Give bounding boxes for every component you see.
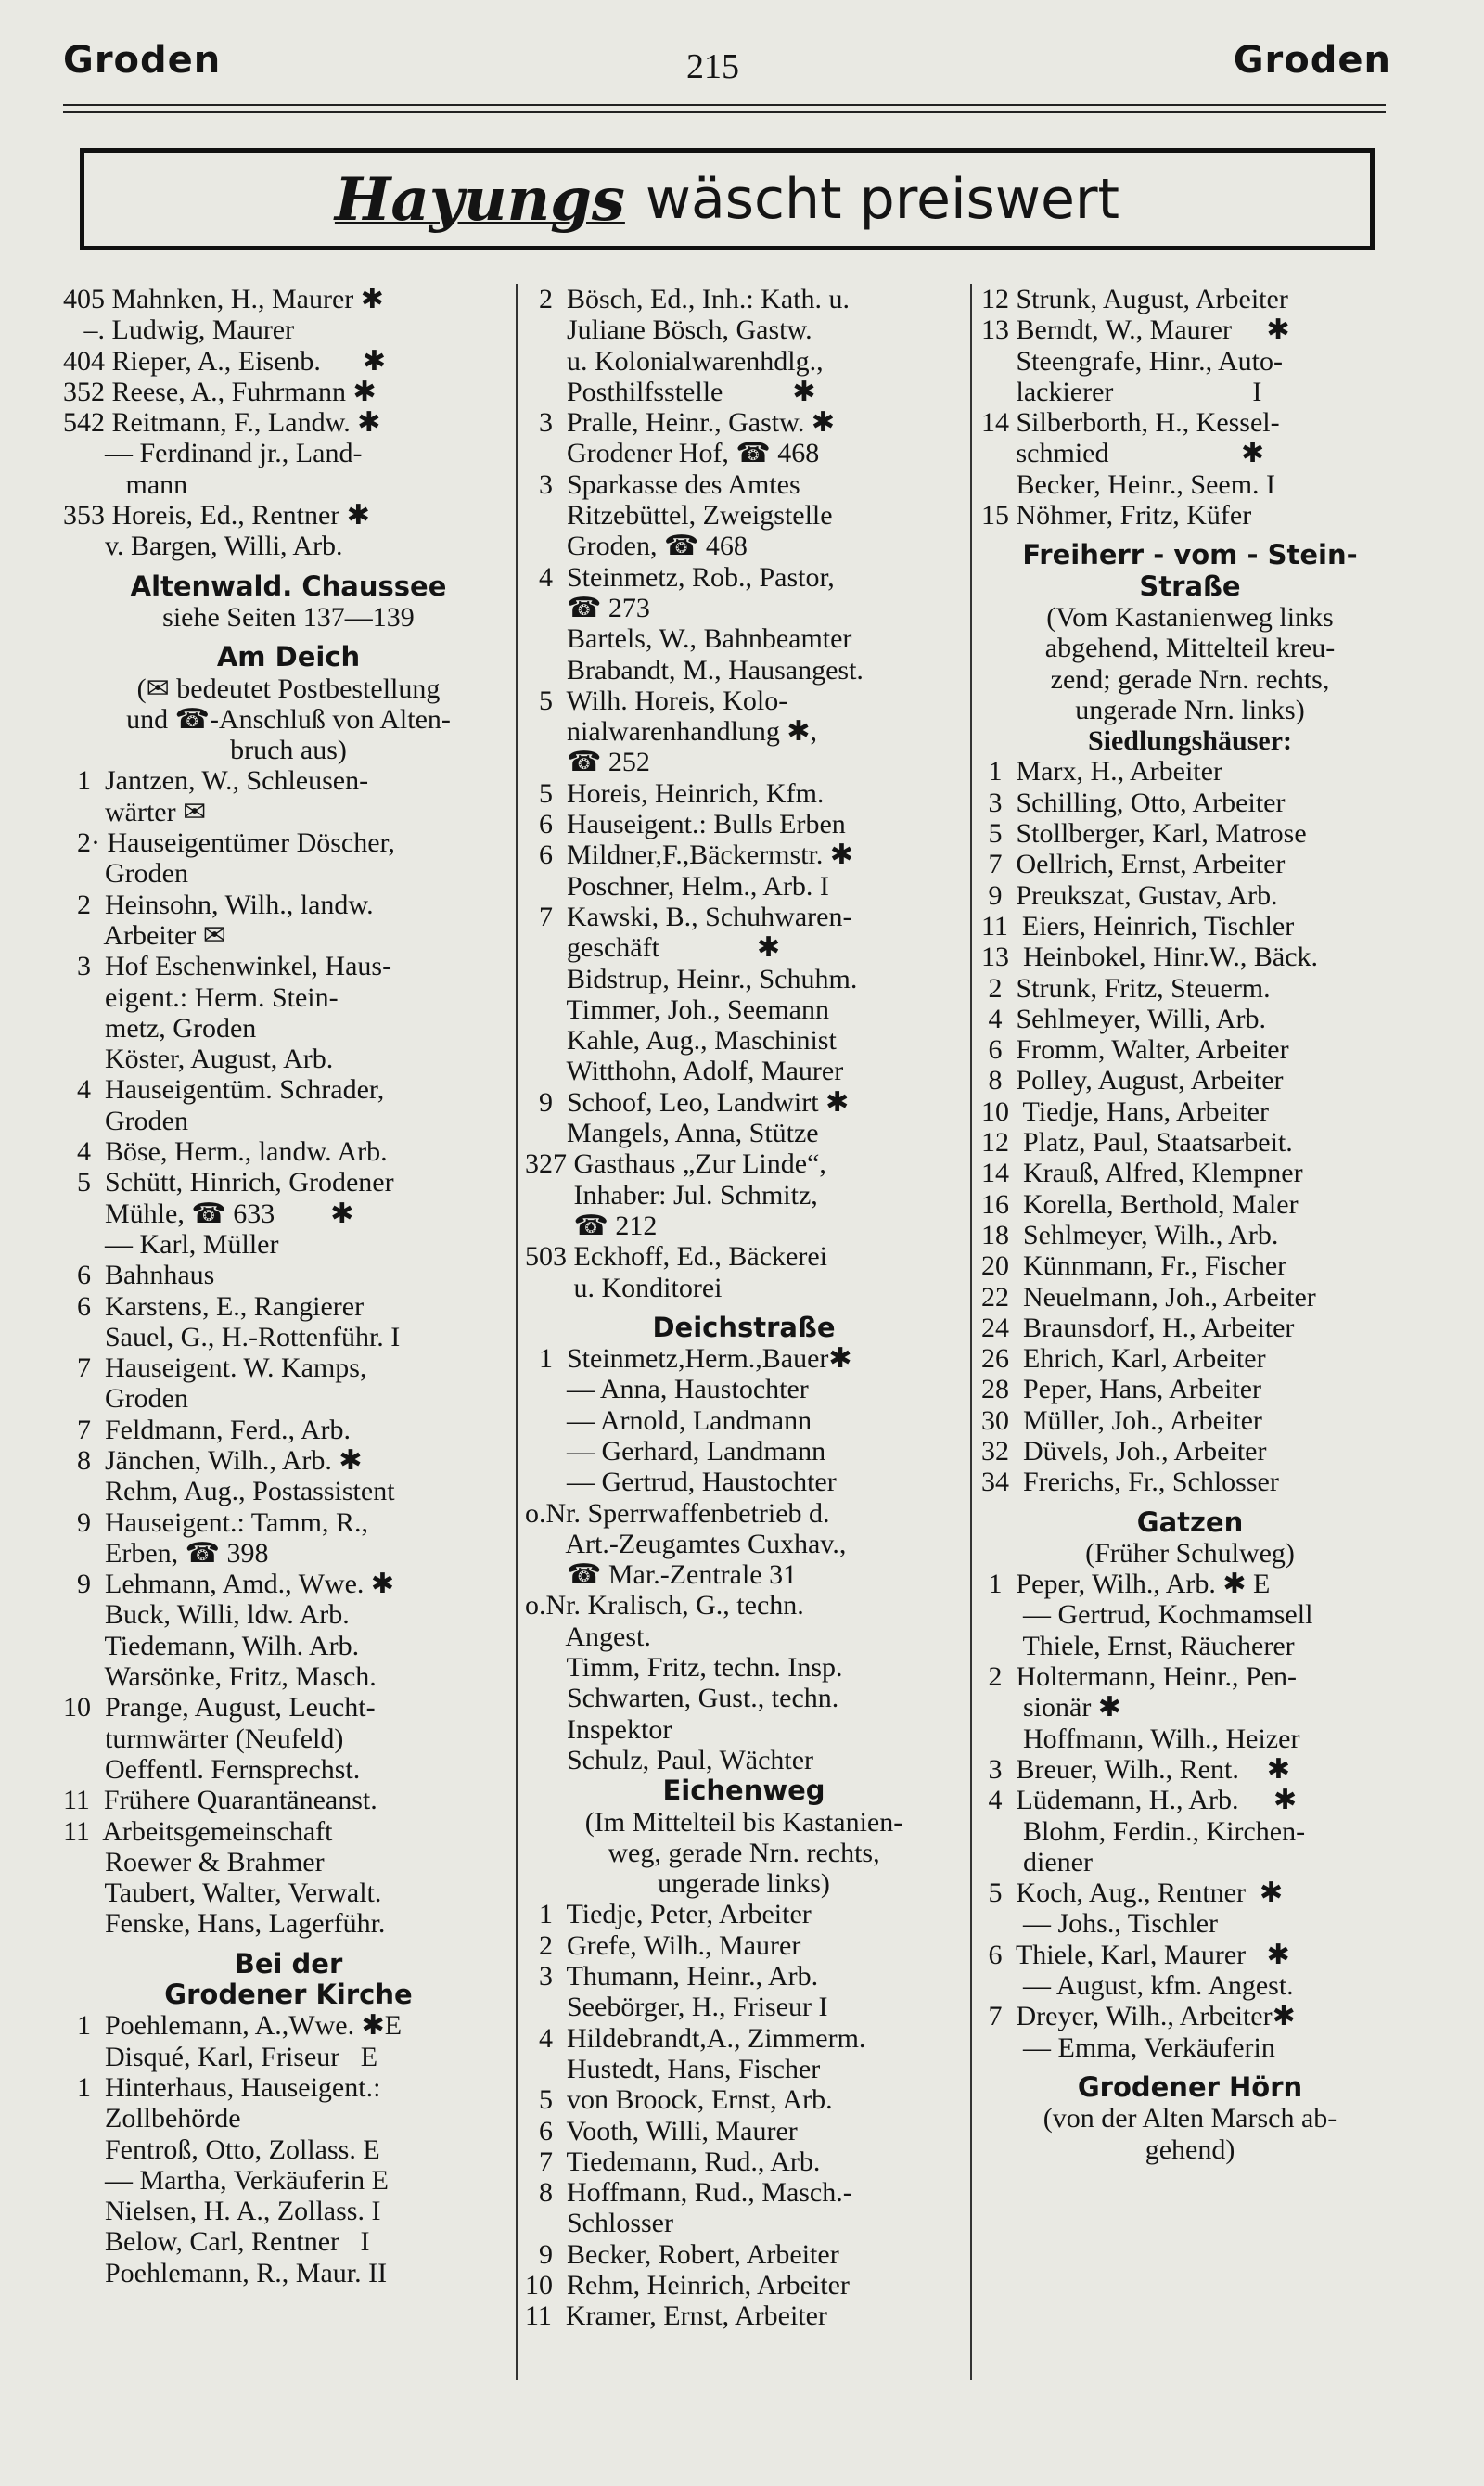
header-rule-bottom <box>63 111 1386 113</box>
directory-entry: — Gertrud, Kochmamsell <box>981 1599 1313 1631</box>
directory-entry: 3 Pralle, Heinr., Gastw. ✱ <box>525 407 835 439</box>
directory-entry: 2 Heinsohn, Wilh., landw. <box>63 889 374 920</box>
directory-entry: 10 Rehm, Heinrich, Arbeiter <box>525 2270 850 2300</box>
directory-entry: v. Bargen, Willi, Arb. <box>63 531 343 562</box>
street-heading: Grodener Hörn <box>1077 2071 1303 2103</box>
street-note: bruch aus) <box>230 735 347 766</box>
directory-entry: 353 Horeis, Ed., Rentner ✱ <box>63 500 370 532</box>
directory-entry: 11 Arbeitsgemeinschaft <box>63 1815 333 1847</box>
directory-entry: 18 Sehlmeyer, Wilh., Arb. <box>981 1219 1279 1250</box>
directory-entry: wärter ✉ <box>63 796 207 827</box>
directory-entry: 16 Korella, Berthold, Maler <box>981 1188 1298 1220</box>
directory-entry: 6 Thiele, Karl, Maurer ✱ <box>981 1939 1290 1970</box>
directory-entry: 6 Bahnhaus <box>63 1260 215 1291</box>
directory-entry: ☎ Mar.-Zentrale 31 <box>525 1559 798 1591</box>
directory-entry: 7 Oellrich, Ernst, Arbeiter <box>981 849 1286 880</box>
directory-entry: 7 Tiedemann, Rud., Arb. <box>525 2146 821 2177</box>
directory-entry: Witthohn, Adolf, Maurer <box>525 1056 844 1087</box>
street-note: zend; gerade Nrn. rechts, <box>1050 663 1330 695</box>
directory-entry: 5 Horeis, Heinrich, Kfm. <box>525 777 825 809</box>
directory-entry: 9 Lehmann, Amd., Wwe. ✱ <box>63 1569 395 1600</box>
directory-entry: Taubert, Walter, Verwalt. <box>63 1877 382 1909</box>
directory-entry: Fentroß, Otto, Zollass. E <box>63 2134 380 2165</box>
directory-entry: eigent.: Herm. Stein- <box>63 981 339 1013</box>
directory-entry: 8 Polley, August, Arbeiter <box>981 1065 1284 1096</box>
directory-entry: 28 Peper, Hans, Arbeiter <box>981 1374 1262 1405</box>
directory-entry: Thiele, Ernst, Räucherer <box>981 1630 1295 1661</box>
directory-entry: 542 Reitmann, F., Landw. ✱ <box>63 407 381 439</box>
directory-entry: Seebörger, H., Friseur I <box>525 1992 828 2023</box>
directory-entry: 5 Koch, Aug., Rentner ✱ <box>981 1877 1284 1909</box>
directory-entry: 7 Hauseigent. W. Kamps, <box>63 1352 367 1384</box>
street-heading: Deichstraße <box>652 1312 836 1343</box>
directory-entry: 9 Schoof, Leo, Landwirt ✱ <box>525 1086 850 1118</box>
directory-entry: 7 Dreyer, Wilh., Arbeiter✱ <box>981 2001 1296 2032</box>
directory-entry: o.Nr. Sperrwaffenbetrieb d. <box>525 1497 830 1529</box>
column-divider <box>970 284 972 2380</box>
directory-entry: Bidstrup, Heinr., Schuhm. <box>525 963 858 994</box>
directory-entry: 1 Jantzen, W., Schleusen- <box>63 765 369 797</box>
directory-entry: 2 Bösch, Ed., Inh.: Kath. u. <box>525 284 850 314</box>
directory-entry: Schwarten, Gust., techn. <box>525 1683 839 1714</box>
directory-entry: Posthilfsstelle ✱ <box>525 376 816 407</box>
directory-entry: 3 Sparkasse des Amtes <box>525 468 800 500</box>
directory-entry: — Karl, Müller <box>63 1228 279 1260</box>
directory-entry: 1 Marx, H., Arbeiter <box>981 756 1222 788</box>
directory-entry: 5 Schütt, Hinrich, Grodener <box>63 1167 394 1198</box>
directory-entry: Juliane Bösch, Gastw. <box>525 314 812 346</box>
directory-entry: 7 Feldmann, Ferd., Arb. <box>63 1414 351 1445</box>
directory-entry: — Gerhard, Landmann <box>525 1435 826 1467</box>
street-note: ungerade links) <box>658 1868 830 1900</box>
directory-entry: Brabandt, M., Hausangest. <box>525 654 864 686</box>
directory-entry: 11 Eiers, Heinrich, Tischler <box>981 910 1295 942</box>
directory-entry: 9 Preukszat, Gustav, Arb. <box>981 879 1278 911</box>
directory-entry: Kahle, Aug., Maschinist <box>525 1025 837 1057</box>
directory-entry: 404 Rieper, A., Eisenb. ✱ <box>63 345 387 377</box>
street-heading: Eichenweg <box>662 1775 825 1807</box>
street-note: (Früher Schulweg) <box>1085 1537 1295 1569</box>
page-number: 215 <box>686 47 739 86</box>
directory-entry: 6 Hauseigent.: Bulls Erben <box>525 809 846 840</box>
directory-entry: 14 Silberborth, H., Kessel- <box>981 407 1280 439</box>
directory-entry: Mühle, ☎ 633 ✱ <box>63 1198 354 1229</box>
directory-entry: sionär ✱ <box>981 1692 1121 1724</box>
directory-entry: 3 Schilling, Otto, Arbeiter <box>981 787 1286 818</box>
directory-entry: 1 Poehlemann, A.,Wwe. ✱E <box>63 2010 403 2042</box>
directory-entry: geschäft ✱ <box>525 932 781 964</box>
directory-entry: Arbeiter ✉ <box>63 919 226 951</box>
directory-entry: 6 Karstens, E., Rangierer <box>63 1290 365 1322</box>
street-note: (Vom Kastanienweg links <box>1046 601 1334 633</box>
directory-entry: ☎ 273 <box>525 592 650 623</box>
directory-entry: 3 Breuer, Wilh., Rent. ✱ <box>981 1753 1290 1785</box>
running-head-left: Groden <box>63 39 222 82</box>
directory-entry: 5 Stollberger, Karl, Matrose <box>981 818 1307 850</box>
directory-entry: — Gertrud, Haustochter <box>525 1467 837 1498</box>
directory-entry: 9 Hauseigent.: Tamm, R., <box>63 1506 368 1538</box>
directory-entry: Grodener Hof, ☎ 468 <box>525 438 820 469</box>
directory-entry: 5 von Broock, Ernst, Arb. <box>525 2084 833 2116</box>
directory-entry: Rehm, Aug., Postassistent <box>63 1476 395 1507</box>
street-note: und ☎-Anschluß von Alten- <box>126 703 451 735</box>
directory-entry: Poehlemann, R., Maur. II <box>63 2257 388 2288</box>
directory-entry: Blohm, Ferdin., Kirchen- <box>981 1815 1306 1847</box>
street-heading: Bei der <box>234 1948 343 1980</box>
street-note: (✉ bedeutet Postbestellung <box>136 673 441 704</box>
directory-entry: nialwarenhandlung ✱, <box>525 716 818 748</box>
street-note: weg, gerade Nrn. rechts, <box>608 1837 880 1868</box>
directory-entry: 1 Steinmetz,Herm.,Bauer✱ <box>525 1343 852 1375</box>
directory-entry: Timmer, Joh., Seemann <box>525 993 829 1025</box>
directory-entry: 3 Thumann, Heinr., Arb. <box>525 1961 819 1993</box>
directory-entry: 10 Tiedje, Hans, Arbeiter <box>981 1096 1269 1127</box>
directory-entry: Sauel, G., H.-Rottenführ. I <box>63 1321 401 1352</box>
directory-entry: Inhaber: Jul. Schmitz, <box>525 1179 818 1211</box>
directory-entry: ☎ 212 <box>525 1210 658 1241</box>
directory-entry: Erben, ☎ 398 <box>63 1537 269 1569</box>
ad-brand: Hayungs <box>334 164 625 235</box>
directory-entry: Groden <box>63 858 188 890</box>
directory-entry: 14 Krauß, Alfred, Klempner <box>981 1158 1303 1189</box>
directory-entry: Groden <box>63 1383 188 1415</box>
directory-entry: 8 Hoffmann, Rud., Masch.- <box>525 2177 852 2209</box>
directory-entry: Below, Carl, Rentner I <box>63 2226 370 2258</box>
directory-entry: Inspektor <box>525 1713 672 1745</box>
directory-entry: 2· Hauseigentümer Döscher, <box>63 827 395 859</box>
directory-entry: Bartels, W., Bahnbeamter <box>525 623 852 655</box>
directory-entry: 7 Kawski, B., Schuhwaren- <box>525 901 852 932</box>
street-note: siehe Seiten 137—139 <box>162 601 415 633</box>
directory-entry: Groden <box>63 1105 188 1136</box>
directory-entry: — Arnold, Landmann <box>525 1404 812 1436</box>
directory-entry: 405 Mahnken, H., Maurer ✱ <box>63 284 384 314</box>
directory-entry: 26 Ehrich, Karl, Arbeiter <box>981 1343 1266 1375</box>
street-heading: Grodener Kirche <box>164 1980 413 2011</box>
directory-entry: 5 Wilh. Horeis, Kolo- <box>525 685 788 716</box>
directory-entry: 6 Fromm, Walter, Arbeiter <box>981 1034 1289 1066</box>
directory-entry: metz, Groden <box>63 1012 257 1044</box>
directory-entry: 34 Frerichs, Fr., Schlosser <box>981 1467 1279 1498</box>
directory-entry: Roewer & Brahmer <box>63 1846 325 1877</box>
street-heading: Gatzen <box>1136 1506 1244 1538</box>
street-note: (von der Alten Marsch ab- <box>1043 2103 1337 2134</box>
directory-entry: 12 Platz, Paul, Staatsarbeit. <box>981 1127 1293 1159</box>
directory-entry: — Ferdinand jr., Land- <box>63 438 363 469</box>
street-heading: Straße <box>1139 570 1241 602</box>
directory-entry: 2 Strunk, Fritz, Steuerm. <box>981 972 1271 1004</box>
directory-entry: Warsönke, Fritz, Masch. <box>63 1661 377 1693</box>
street-heading: Altenwald. Chaussee <box>130 570 447 602</box>
directory-entry: Buck, Willi, ldw. Arb. <box>63 1599 350 1631</box>
directory-entry: — Johs., Tischler <box>981 1908 1219 1940</box>
directory-entry: Groden, ☎ 468 <box>525 531 748 562</box>
directory-entry: Tiedemann, Wilh. Arb. <box>63 1630 360 1661</box>
directory-entry: — August, kfm. Angest. <box>981 1970 1294 2002</box>
directory-entry: 12 Strunk, August, Arbeiter <box>981 284 1288 314</box>
directory-entry: — Emma, Verkäuferin <box>981 2031 1275 2063</box>
directory-entry: 4 Lüdemann, H., Arb. ✱ <box>981 1785 1298 1816</box>
street-note: (Im Mittelteil bis Kastanien- <box>584 1806 903 1838</box>
directory-entry: 2 Holtermann, Heinr., Pen- <box>981 1661 1297 1693</box>
directory-entry: Schlosser <box>525 2208 673 2239</box>
directory-entry: — Anna, Haustochter <box>525 1374 809 1405</box>
street-note: abgehend, Mittelteil kreu- <box>1044 633 1336 664</box>
directory-entry: 24 Braunsdorf, H., Arbeiter <box>981 1312 1295 1343</box>
directory-entry: 4 Sehlmeyer, Willi, Arb. <box>981 1003 1267 1034</box>
directory-entry: Nielsen, H. A., Zollass. I <box>63 2196 381 2227</box>
directory-entry: Hoffmann, Wilh., Heizer <box>981 1723 1300 1754</box>
directory-entry: 4 Hauseigentüm. Schrader, <box>63 1074 385 1106</box>
directory-entry: 6 Vooth, Willi, Maurer <box>525 2115 798 2146</box>
directory-entry: Fenske, Hans, Lagerführ. <box>63 1908 386 1940</box>
directory-entry: Köster, August, Arb. <box>63 1044 334 1075</box>
directory-entry: Ritzebüttel, Zweigstelle <box>525 500 833 532</box>
directory-entry: 352 Reese, A., Fuhrmann ✱ <box>63 376 377 407</box>
directory-entry: Becker, Heinr., Seem. I <box>981 468 1276 500</box>
directory-entry: 6 Mildner,F.,Bäckermstr. ✱ <box>525 839 853 871</box>
directory-entry: 503 Eckhoff, Ed., Bäckerei <box>525 1241 828 1273</box>
directory-entry: 9 Becker, Robert, Arbeiter <box>525 2238 839 2270</box>
directory-entry: –. Ludwig, Maurer <box>63 314 295 346</box>
directory-entry: 30 Müller, Joh., Arbeiter <box>981 1404 1262 1436</box>
directory-entry: Mangels, Anna, Stütze <box>525 1118 819 1149</box>
directory-entry: schmied ✱ <box>981 438 1265 469</box>
street-note: ungerade Nrn. links) <box>1075 694 1305 725</box>
running-head-right: Groden <box>1233 39 1391 82</box>
directory-entry: 1 Hinterhaus, Hauseigent.: <box>63 2071 381 2103</box>
street-heading: Freiherr - vom - Stein- <box>1022 540 1358 571</box>
directory-entry: Angest. <box>525 1621 651 1652</box>
advertisement-banner <box>80 148 1375 250</box>
directory-entry: 4 Steinmetz, Rob., Pastor, <box>525 561 835 593</box>
directory-entry: Zollbehörde <box>63 2103 241 2134</box>
directory-entry: o.Nr. Kralisch, G., techn. <box>525 1590 804 1621</box>
directory-entry: 4 Hildebrandt,A., Zimmerm. <box>525 2022 866 2054</box>
directory-entry: — Martha, Verkäuferin E <box>63 2164 390 2196</box>
directory-entry: diener <box>981 1846 1093 1877</box>
directory-entry: Poschner, Helm., Arb. I <box>525 870 829 902</box>
column-right <box>981 284 1399 2165</box>
directory-entry: 11 Frühere Quarantäneanst. <box>63 1785 377 1816</box>
directory-entry: 22 Neuelmann, Joh., Arbeiter <box>981 1281 1316 1313</box>
column-left <box>63 284 514 2288</box>
directory-entry: Timm, Fritz, techn. Insp. <box>525 1652 843 1684</box>
directory-entry: Disqué, Karl, Friseur E <box>63 2041 378 2072</box>
header-rule-top <box>63 104 1386 106</box>
directory-entry: mann <box>63 468 188 500</box>
directory-entry: 32 Düvels, Joh., Arbeiter <box>981 1435 1267 1467</box>
street-note: Siedlungshäuser: <box>1087 725 1293 757</box>
directory-entry: 13 Berndt, W., Maurer ✱ <box>981 314 1290 346</box>
directory-entry: 2 Grefe, Wilh., Maurer <box>525 1929 801 1961</box>
directory-entry: Schulz, Paul, Wächter <box>525 1744 814 1775</box>
directory-entry: 13 Heinbokel, Hinr.W., Bäck. <box>981 942 1319 973</box>
column-divider <box>516 284 518 2380</box>
directory-entry: 10 Prange, August, Leucht- <box>63 1692 376 1724</box>
directory-entry: Steengrafe, Hinr., Auto- <box>981 345 1283 377</box>
directory-entry: lackierer I <box>981 376 1262 407</box>
street-heading: Am Deich <box>216 642 361 673</box>
directory-entry: 1 Peper, Wilh., Arb. ✱ E <box>981 1569 1271 1600</box>
directory-entry: u. Konditorei <box>525 1272 723 1303</box>
column-middle <box>525 284 963 2332</box>
directory-entry: Hustedt, Hans, Fischer <box>525 2053 821 2084</box>
directory-entry: 8 Jänchen, Wilh., Arb. ✱ <box>63 1444 363 1476</box>
directory-entry: 3 Hof Eschenwinkel, Haus- <box>63 951 392 982</box>
directory-entry: 1 Tiedje, Peter, Arbeiter <box>525 1899 812 1930</box>
directory-entry: ☎ 252 <box>525 747 650 778</box>
directory-entry: 11 Kramer, Ernst, Arbeiter <box>525 2300 827 2332</box>
directory-entry: 4 Böse, Herm., landw. Arb. <box>63 1136 388 1168</box>
directory-entry: 20 Künnmann, Fr., Fischer <box>981 1250 1287 1282</box>
ad-slogan: wäscht preiswert <box>645 167 1120 232</box>
directory-entry: Art.-Zeugamtes Cuxhav., <box>525 1528 847 1559</box>
directory-entry: 15 Nöhmer, Fritz, Küfer <box>981 500 1252 532</box>
directory-entry: u. Kolonialwarenhdlg., <box>525 345 824 377</box>
street-note: gehend) <box>1145 2134 1235 2165</box>
directory-entry: Oeffentl. Fernsprechst. <box>63 1753 361 1785</box>
directory-entry: turmwärter (Neufeld) <box>63 1723 344 1754</box>
directory-entry: 327 Gasthaus „Zur Linde“, <box>525 1148 826 1180</box>
